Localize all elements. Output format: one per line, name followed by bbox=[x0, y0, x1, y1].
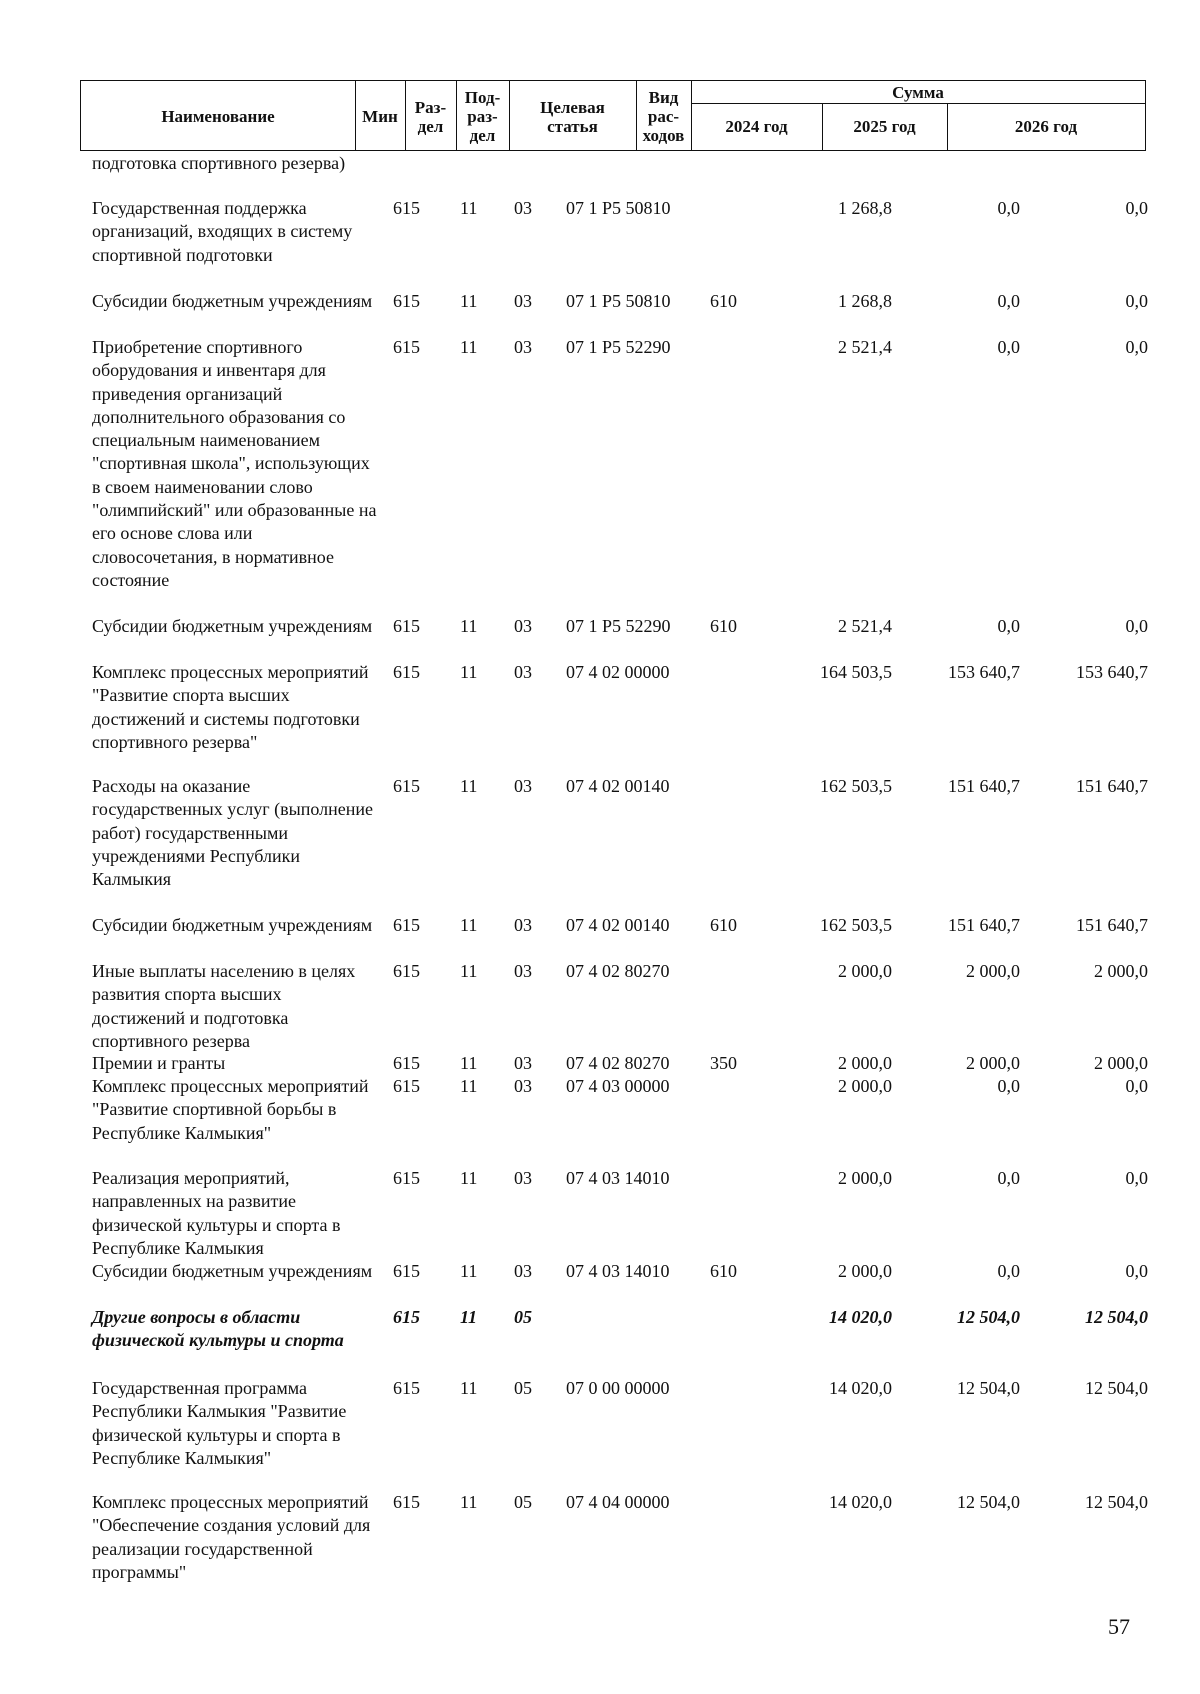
cell-s26: 2 000,0 bbox=[1094, 1053, 1148, 1073]
cell-tsel: 07 4 02 00140 bbox=[566, 915, 670, 935]
cell-razd: 11 bbox=[460, 1492, 478, 1512]
cell-min: 615 bbox=[393, 662, 420, 682]
cell-razd: 11 bbox=[460, 915, 478, 935]
cell-name: Другие вопросы в области физической культуры и спорта bbox=[92, 1307, 344, 1351]
cell-tsel: 07 4 02 00140 bbox=[566, 776, 670, 796]
cell-tsel: 07 1 P5 52290 bbox=[566, 337, 671, 357]
cell-s24: 14 020,0 bbox=[829, 1492, 892, 1512]
cell-tsel: 07 4 03 14010 bbox=[566, 1168, 670, 1188]
cell-s25: 0,0 bbox=[997, 1076, 1020, 1096]
cell-s26: 151 640,7 bbox=[1076, 776, 1148, 796]
page-number: 57 bbox=[1108, 1614, 1130, 1639]
cell-s25: 12 504,0 bbox=[957, 1378, 1020, 1398]
cell-tsel: 07 4 03 00000 bbox=[566, 1076, 670, 1096]
cell-s24: 2 000,0 bbox=[838, 1076, 892, 1096]
cell-name: Субсидии бюджетным учреждениям bbox=[92, 291, 373, 311]
cell-s26: 0,0 bbox=[1125, 1076, 1148, 1096]
cell-min: 615 bbox=[393, 1261, 420, 1281]
cell-min: 615 bbox=[393, 616, 420, 636]
cell-s26: 151 640,7 bbox=[1076, 915, 1148, 935]
cell-tsel: 07 4 02 80270 bbox=[566, 961, 670, 981]
cell-podr: 03 bbox=[514, 1261, 532, 1281]
header-year-2025: 2025 год bbox=[853, 117, 916, 136]
cell-name: Субсидии бюджетным учреждениям bbox=[92, 1261, 373, 1281]
cell-name: Расходы на оказание государственных услуг (выполнение работ) государственными учреждениями Республики Калмыкия bbox=[92, 776, 373, 890]
cell-tsel: 07 4 02 00000 bbox=[566, 662, 670, 682]
cell-name: Комплекс процессных мероприятий "Развитие спорта высших достижений и системы подготовки спортивного резерва" bbox=[92, 662, 369, 752]
cell-podr: 03 bbox=[514, 1076, 532, 1096]
cell-tsel: 07 1 P5 50810 bbox=[566, 198, 671, 218]
cell-razd: 11 bbox=[460, 1053, 478, 1073]
cell-name: Государственная программа Республики Калмыкия "Развитие физической культуры и спорта в Республике Калмыкия" bbox=[92, 1378, 347, 1468]
cell-tsel: 07 0 00 00000 bbox=[566, 1378, 670, 1398]
cell-tsel: 07 4 03 14010 bbox=[566, 1261, 670, 1281]
cell-vid: 350 bbox=[710, 1053, 737, 1073]
cell-s24: 14 020,0 bbox=[829, 1378, 892, 1398]
cell-min: 615 bbox=[393, 915, 420, 935]
cell-name: Приобретение спортивного оборудования и инвентаря для приведения организаций дополнительного образования со специальным наименованием "спортивная школа", использующих в своем наименовании слово "олимпийский" или образованные на его основе слова или словосочетания, в нормативное состояние bbox=[92, 337, 377, 590]
header-vid-raskhodov: Вид рас- ходов bbox=[642, 88, 685, 145]
cell-razd: 11 bbox=[460, 1076, 478, 1096]
cell-s24: 1 268,8 bbox=[838, 291, 892, 311]
cell-s25: 0,0 bbox=[997, 337, 1020, 357]
cell-s25: 0,0 bbox=[997, 1168, 1020, 1188]
cell-s24: 162 503,5 bbox=[820, 915, 892, 935]
cell-razd: 11 bbox=[460, 337, 478, 357]
cell-razd: 11 bbox=[460, 1307, 478, 1327]
cell-min: 615 bbox=[393, 1492, 420, 1512]
cell-s24: 14 020,0 bbox=[829, 1307, 892, 1327]
cell-min: 615 bbox=[393, 1307, 420, 1327]
cell-s24: 2 000,0 bbox=[838, 1053, 892, 1073]
cell-razd: 11 bbox=[460, 1168, 478, 1188]
cell-s25: 0,0 bbox=[997, 198, 1020, 218]
cell-podr: 03 bbox=[514, 915, 532, 935]
cell-podr: 05 bbox=[514, 1492, 532, 1512]
cell-min: 615 bbox=[393, 291, 420, 311]
cell-s25: 2 000,0 bbox=[966, 1053, 1020, 1073]
cell-s25: 0,0 bbox=[997, 616, 1020, 636]
cell-podr: 03 bbox=[514, 198, 532, 218]
cell-s26: 0,0 bbox=[1125, 337, 1148, 357]
cell-name: Субсидии бюджетным учреждениям bbox=[92, 616, 373, 636]
header-year-2026: 2026 год bbox=[1014, 117, 1078, 136]
cell-s25: 0,0 bbox=[997, 291, 1020, 311]
cell-vid: 610 bbox=[710, 915, 737, 935]
header-summa: Сумма bbox=[892, 82, 944, 102]
header-podrazdel: Под- раз- дел bbox=[464, 88, 501, 145]
header-min: Мин bbox=[362, 107, 398, 126]
cell-min: 615 bbox=[393, 1053, 420, 1073]
cell-min: 615 bbox=[393, 337, 420, 357]
cell-s26: 0,0 bbox=[1125, 616, 1148, 636]
cell-s24: 2 000,0 bbox=[838, 961, 892, 981]
cell-s26: 12 504,0 bbox=[1085, 1378, 1148, 1398]
cell-s26: 0,0 bbox=[1125, 198, 1148, 218]
cell-s24: 1 268,8 bbox=[838, 198, 892, 218]
cell-podr: 03 bbox=[514, 1053, 532, 1073]
cell-s26: 2 000,0 bbox=[1094, 961, 1148, 981]
cell-podr: 03 bbox=[514, 291, 532, 311]
cell-tsel: 07 1 P5 52290 bbox=[566, 616, 671, 636]
cell-min: 615 bbox=[393, 1168, 420, 1188]
cell-name: подготовка спортивного резерва) bbox=[92, 153, 346, 173]
cell-s24: 162 503,5 bbox=[820, 776, 892, 796]
cell-s24: 2 000,0 bbox=[838, 1261, 892, 1281]
cell-razd: 11 bbox=[460, 198, 478, 218]
cell-name: Комплекс процессных мероприятий "Обеспечение создания условий для реализации государственной программы" bbox=[92, 1492, 371, 1582]
cell-s26: 0,0 bbox=[1125, 291, 1148, 311]
cell-tsel: 07 4 04 00000 bbox=[566, 1492, 670, 1512]
cell-s25: 151 640,7 bbox=[948, 915, 1020, 935]
cell-s25: 2 000,0 bbox=[966, 961, 1020, 981]
cell-name: Реализация мероприятий, направленных на развитие физической культуры и спорта в Республике Калмыкия bbox=[92, 1168, 341, 1258]
cell-vid: 610 bbox=[710, 1261, 737, 1281]
header-year-2024: 2024 год bbox=[725, 117, 788, 136]
cell-podr: 03 bbox=[514, 1168, 532, 1188]
cell-tsel: 07 4 02 80270 bbox=[566, 1053, 670, 1073]
cell-name: Иные выплаты населению в целях развития спорта высших достижений и подготовка спортивного резерва bbox=[92, 961, 356, 1051]
cell-razd: 11 bbox=[460, 1261, 478, 1281]
cell-name: Государственная поддержка организаций, входящих в систему спортивной подготовки bbox=[92, 198, 353, 265]
cell-s24: 164 503,5 bbox=[820, 662, 892, 682]
cell-name: Комплекс процессных мероприятий "Развитие спортивной борьбы в Республике Калмыкия" bbox=[92, 1076, 369, 1143]
header-tselevaya-statya: Целевая статья bbox=[540, 97, 605, 136]
cell-s24: 2 000,0 bbox=[838, 1168, 892, 1188]
cell-podr: 03 bbox=[514, 662, 532, 682]
cell-vid: 610 bbox=[710, 616, 737, 636]
cell-min: 615 bbox=[393, 776, 420, 796]
cell-min: 615 bbox=[393, 961, 420, 981]
cell-s25: 153 640,7 bbox=[948, 662, 1020, 682]
cell-s25: 151 640,7 bbox=[948, 776, 1020, 796]
cell-razd: 11 bbox=[460, 616, 478, 636]
cell-vid: 610 bbox=[710, 291, 737, 311]
cell-s25: 12 504,0 bbox=[957, 1307, 1020, 1327]
cell-min: 615 bbox=[393, 1378, 420, 1398]
cell-tsel: 07 1 P5 50810 bbox=[566, 291, 671, 311]
cell-s26: 0,0 bbox=[1125, 1261, 1148, 1281]
cell-s26: 153 640,7 bbox=[1076, 662, 1148, 682]
cell-s24: 2 521,4 bbox=[838, 337, 892, 357]
cell-razd: 11 bbox=[460, 291, 478, 311]
cell-s25: 0,0 bbox=[997, 1261, 1020, 1281]
cell-razd: 11 bbox=[460, 1378, 478, 1398]
header-razdel: Раз- дел bbox=[414, 97, 447, 136]
cell-min: 615 bbox=[393, 1076, 420, 1096]
cell-s26: 12 504,0 bbox=[1085, 1307, 1148, 1327]
cell-s26: 12 504,0 bbox=[1085, 1492, 1148, 1512]
cell-podr: 03 bbox=[514, 961, 532, 981]
cell-s25: 12 504,0 bbox=[957, 1492, 1020, 1512]
cell-podr: 05 bbox=[514, 1378, 532, 1398]
cell-name: Субсидии бюджетным учреждениям bbox=[92, 915, 373, 935]
header-name: Наименование bbox=[161, 107, 275, 126]
cell-razd: 11 bbox=[460, 662, 478, 682]
cell-podr: 03 bbox=[514, 616, 532, 636]
cell-podr: 05 bbox=[514, 1307, 532, 1327]
cell-razd: 11 bbox=[460, 961, 478, 981]
cell-s26: 0,0 bbox=[1125, 1168, 1148, 1188]
cell-name: Премии и гранты bbox=[92, 1053, 226, 1073]
table-header bbox=[80, 80, 1146, 151]
cell-podr: 03 bbox=[514, 776, 532, 796]
cell-min: 615 bbox=[393, 198, 420, 218]
cell-razd: 11 bbox=[460, 776, 478, 796]
cell-s24: 2 521,4 bbox=[838, 616, 892, 636]
cell-podr: 03 bbox=[514, 337, 532, 357]
